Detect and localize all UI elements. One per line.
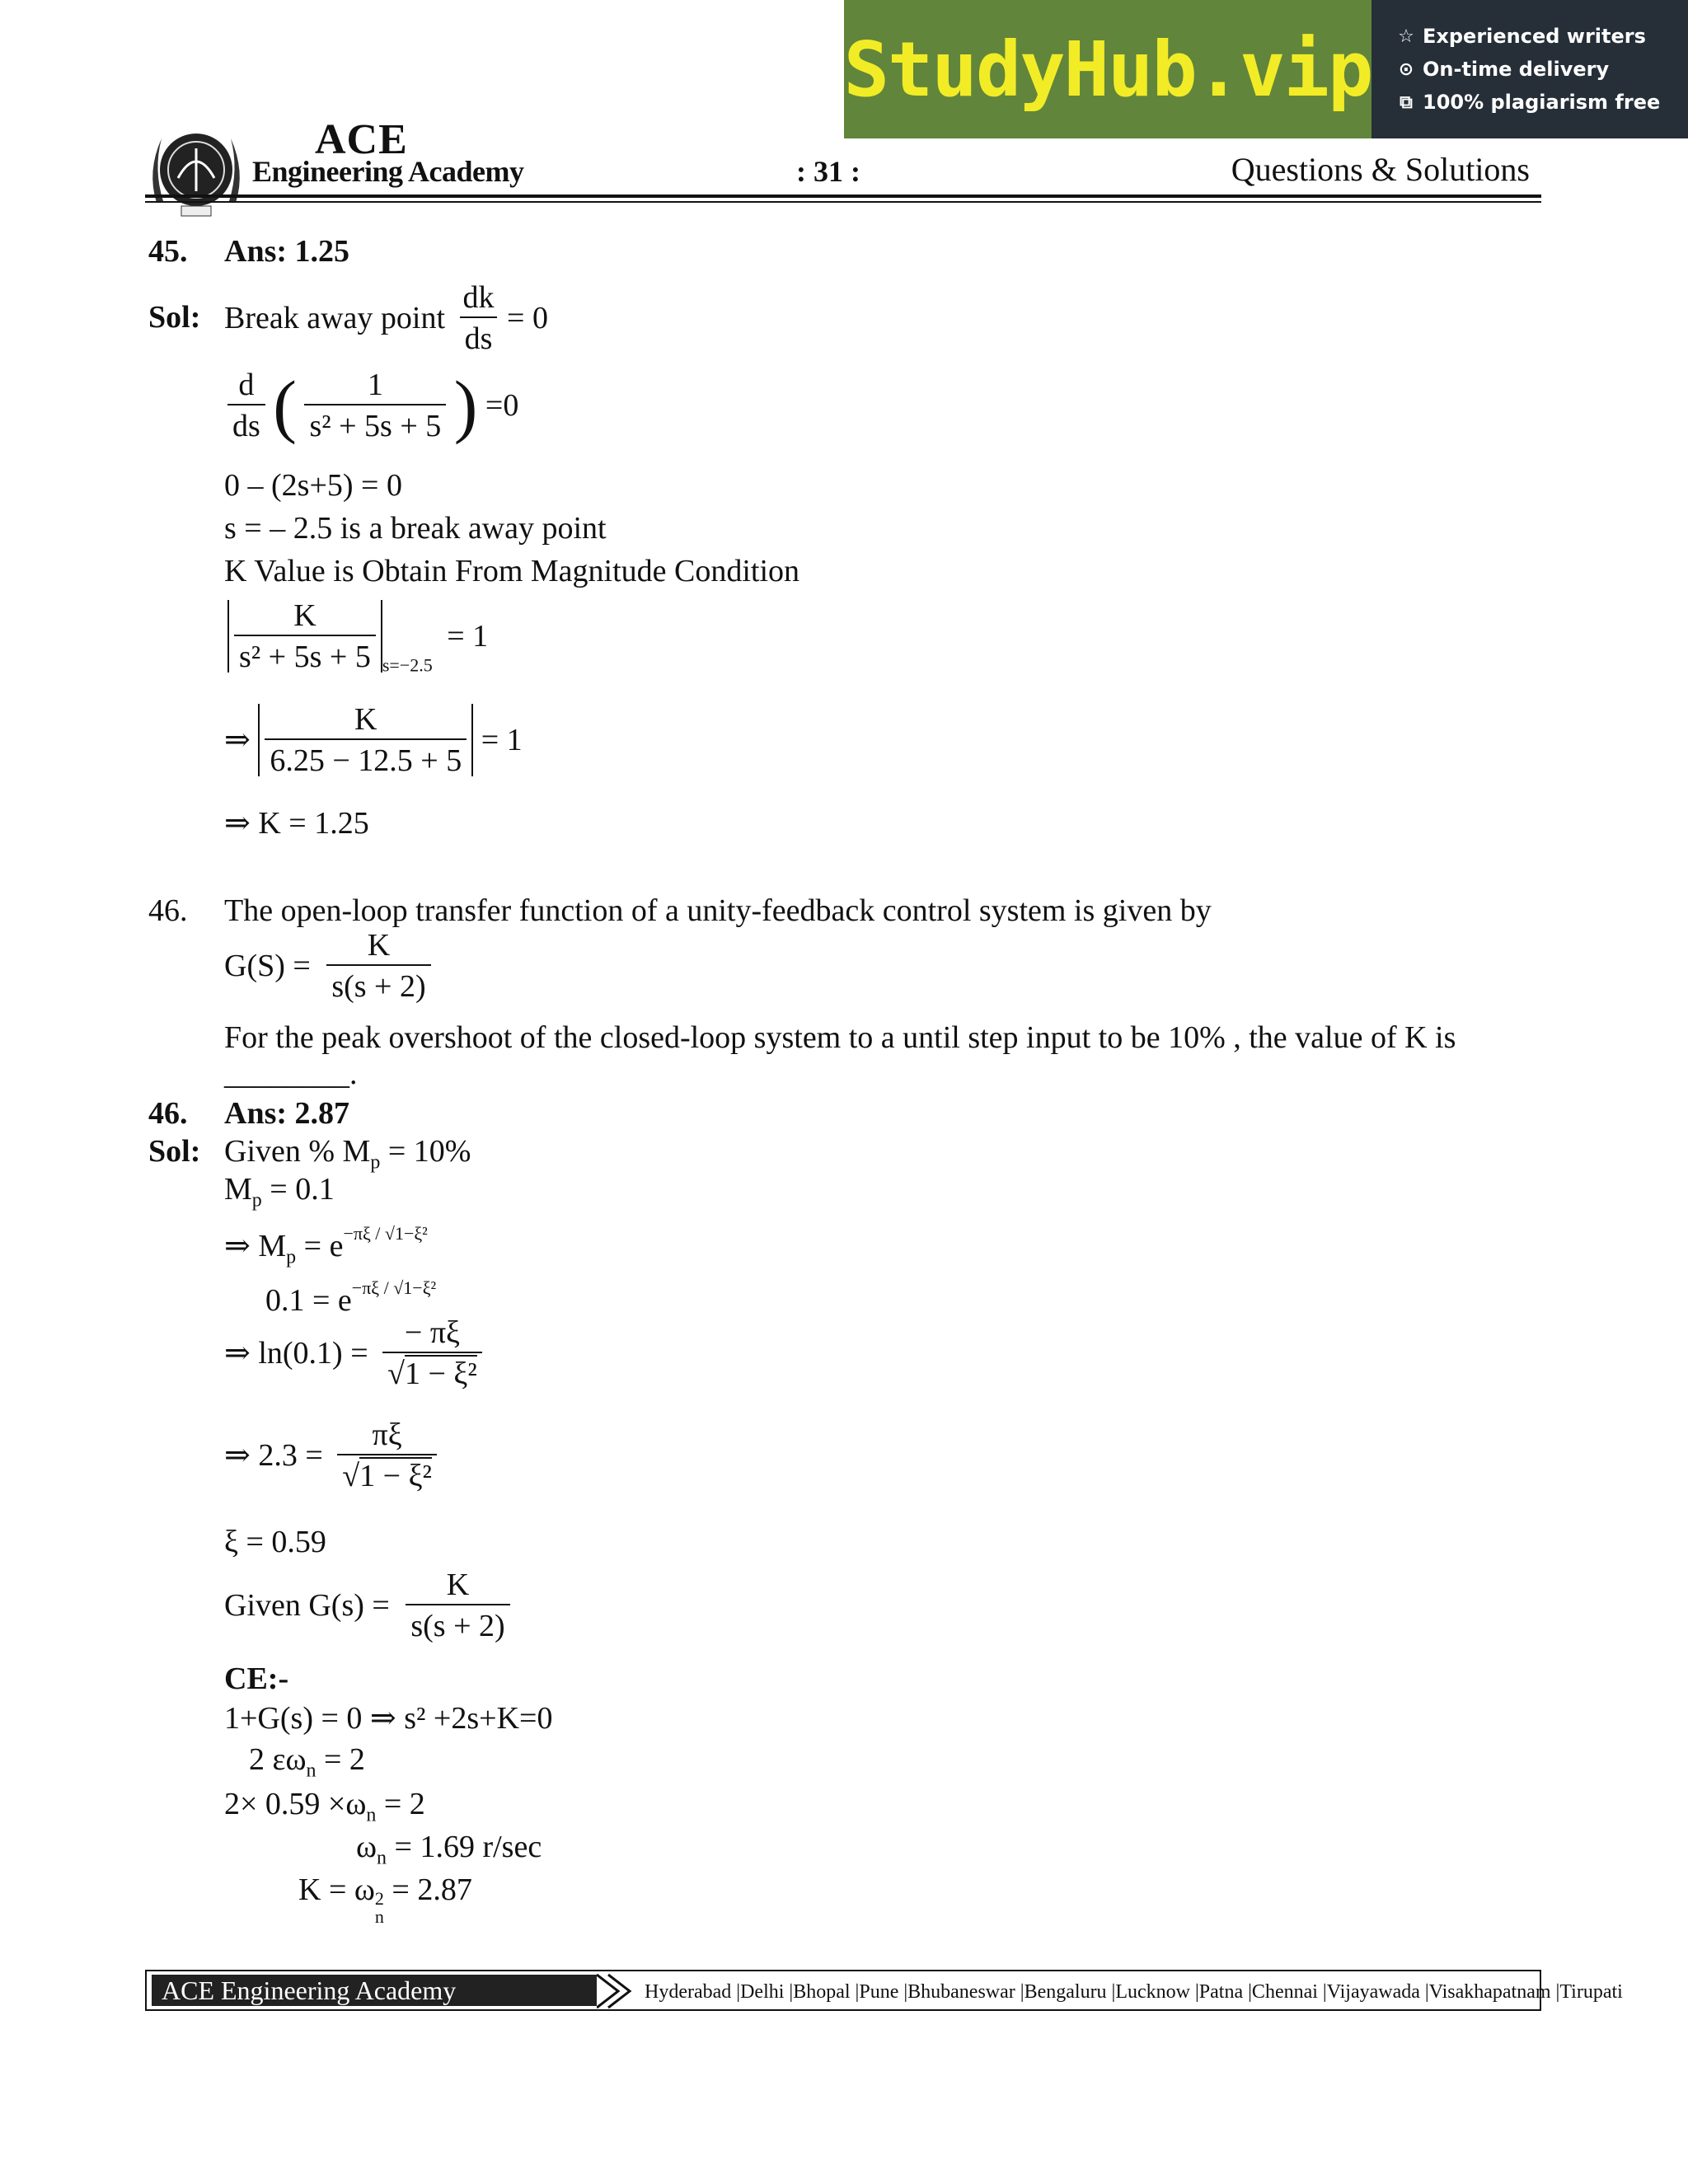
q46-question-2: For the peak overshoot of the closed-loop system to a until step input to be 10% , the value of K is: [224, 1020, 1456, 1055]
text: = 2: [376, 1787, 425, 1821]
ace-logo-icon: [145, 120, 247, 223]
text: K = ω: [298, 1872, 375, 1907]
radicand: 1 − ξ²: [405, 1357, 477, 1391]
text: ⇒ 2.3 =: [224, 1438, 323, 1473]
numerator: − πξ: [404, 1315, 460, 1350]
star-outline-icon: ☆: [1398, 26, 1414, 47]
q46-blank: ________.: [224, 1057, 358, 1091]
q45-breakaway-line: [224, 282, 548, 354]
numerator: dk: [462, 280, 495, 315]
equals-one: = 1: [447, 619, 489, 654]
header-section-title: Questions & Solutions: [1231, 151, 1530, 188]
q45-answer: Ans: 1.25: [224, 234, 350, 269]
equals-one: = 1: [481, 723, 523, 757]
studyhub-brand-text: StudyHub.vip: [843, 25, 1372, 114]
q46-question: The open-loop transfer function of a unity-feedback control system is given by: [224, 893, 1212, 928]
q46-number: 46.: [148, 893, 188, 928]
subscript: n: [366, 1804, 377, 1826]
text: 0.1 = e: [265, 1283, 352, 1318]
feature-label: On-time delivery: [1423, 58, 1610, 81]
numerator: K: [446, 1568, 470, 1602]
feature-label: 100% plagiarism free: [1423, 91, 1661, 114]
page-number: : 31 :: [796, 155, 860, 188]
subscript: n: [374, 1906, 384, 1927]
sqrt-sign: √: [342, 1459, 360, 1493]
q45-step1: 0 – (2s+5) = 0: [224, 468, 402, 503]
q45-step2: s = – 2.5 is a break away point: [224, 511, 607, 546]
q46-ln-equation: [224, 1317, 482, 1390]
exponent: −πξ / √1−ξ²: [343, 1223, 428, 1244]
text: = 2.87: [383, 1872, 472, 1907]
q46-k-result: [298, 1874, 472, 1926]
feature-experienced-writers: [1396, 25, 1688, 48]
text: 2 εω: [249, 1742, 307, 1777]
header-rule: [145, 194, 1541, 198]
equals-zero: =0: [485, 388, 519, 423]
implies-arrow: ⇒: [224, 723, 251, 757]
denominator: s² + 5s + 5: [234, 635, 376, 673]
equals-zero: = 0: [507, 301, 548, 335]
denominator: [382, 1352, 482, 1390]
q46-ce-step3: [224, 1788, 425, 1825]
copy-icon: ⧉: [1400, 91, 1413, 113]
text: ⇒ ln(0.1) =: [224, 1336, 368, 1371]
footer-academy-name: ACE Engineering Academy: [152, 1975, 597, 2006]
q45-number: 45.: [148, 234, 188, 269]
dk-ds-fraction: [458, 282, 499, 354]
text: = e: [296, 1229, 344, 1263]
q46-ce-step2: [249, 1744, 365, 1781]
footer-bar: [145, 1970, 1623, 2011]
right-paren: ): [453, 366, 478, 445]
text: Break away point: [224, 301, 446, 335]
evaluation-point: s=−2.5: [382, 654, 433, 676]
numerator: K: [293, 598, 316, 633]
numerator: πξ: [372, 1418, 402, 1452]
radicand: 1 − ξ²: [359, 1459, 432, 1493]
q45-sol-label: Sol:: [148, 300, 201, 335]
text: = 1.69 r/sec: [387, 1830, 542, 1864]
numerator: K: [354, 702, 377, 737]
q46-answer: Ans: 2.87: [224, 1096, 350, 1131]
subscript: p: [370, 1151, 381, 1174]
text: = 10%: [380, 1134, 471, 1169]
q46-ce-label: CE:-: [224, 1661, 289, 1696]
feature-label: Experienced writers: [1423, 25, 1646, 48]
left-paren: (: [273, 366, 297, 445]
chevron-right-icon: [597, 1973, 643, 2009]
q46-answer-number: 46.: [148, 1096, 188, 1131]
q46-ce-equation: 1+G(s) = 0 ⇒ s² +2s+K=0: [224, 1701, 553, 1736]
denominator: s(s + 2): [406, 1604, 509, 1642]
denominator: ds: [227, 404, 265, 442]
text: Given % M: [224, 1134, 371, 1169]
denominator: [337, 1454, 437, 1492]
q46-given-gs: [224, 1569, 510, 1642]
absolute-value: [258, 704, 473, 776]
q46-gs-definition: [224, 930, 431, 1002]
footer-cities: Hyderabad |Delhi |Bhopal |Pune |Bhubaneswar |Bengaluru |Lucknow |Patna |Chennai |Vijayawada |Visakhapatnam |Tirupati: [645, 1981, 1623, 2003]
text: = 2: [316, 1742, 365, 1777]
q46-mp-formula: [224, 1225, 428, 1268]
exponent: −πξ / √1−ξ²: [351, 1277, 437, 1298]
subscript: p: [251, 1189, 262, 1212]
d-ds-fraction: [227, 369, 265, 442]
gs-fraction: [406, 1569, 509, 1642]
absolute-value: [227, 600, 382, 673]
sqrt-sign: √: [387, 1357, 405, 1391]
q45-result: ⇒ K = 1.25: [224, 806, 369, 841]
k-poly-fraction: [234, 600, 376, 673]
text: ω: [356, 1830, 377, 1864]
xi-fraction: [337, 1419, 437, 1492]
banner-features: [1372, 0, 1688, 138]
header-ace: ACE: [315, 116, 408, 163]
feature-plagiarism-free: [1396, 91, 1688, 114]
inverse-poly-fraction: [304, 369, 446, 442]
q46-omega-n: [356, 1831, 542, 1868]
denominator: s² + 5s + 5: [304, 404, 446, 442]
text: 2× 0.59 ×ω: [224, 1787, 367, 1821]
denominator: s(s + 2): [326, 964, 430, 1002]
numerator: K: [367, 928, 391, 963]
q46-xi-value: ξ = 0.59: [224, 1525, 326, 1559]
q45-step3: K Value is Obtain From Magnitude Condition: [224, 554, 800, 588]
subscript: p: [286, 1246, 297, 1268]
q46-mp-substituted: [265, 1279, 436, 1316]
q46-xi-equation: [224, 1419, 437, 1492]
numerator: d: [238, 368, 255, 402]
studyhub-banner[interactable]: [844, 0, 1688, 138]
numerator: 1: [367, 368, 383, 402]
studyhub-brand[interactable]: [844, 0, 1372, 138]
header-rule-thin: [145, 201, 1541, 203]
superscript: 2: [374, 1888, 384, 1909]
q45-derivative-expression: [227, 366, 519, 445]
denominator: ds: [460, 316, 498, 354]
q46-given-mp: [224, 1136, 471, 1173]
feature-on-time-delivery: [1396, 58, 1688, 81]
text: ⇒ M: [224, 1229, 287, 1263]
q46-mp-value: [224, 1174, 335, 1211]
q45-substitution: [224, 704, 523, 776]
clock-icon: ⊙: [1398, 59, 1414, 80]
text: = 0.1: [261, 1172, 335, 1207]
denominator: 6.25 − 12.5 + 5: [265, 738, 467, 776]
header-engineering-academy: Engineering Academy: [252, 155, 524, 188]
subscript: n: [377, 1847, 387, 1869]
gs-fraction: [326, 930, 430, 1002]
ln-fraction: [382, 1317, 482, 1390]
sup-sub: [375, 1890, 384, 1926]
gs-label: G(S) =: [224, 949, 311, 983]
text: M: [224, 1172, 252, 1207]
q46-sol-label: Sol:: [148, 1134, 201, 1169]
text: Given G(s) =: [224, 1588, 390, 1623]
q45-magnitude-condition: [227, 600, 488, 675]
subscript: n: [306, 1760, 316, 1782]
k-numeric-fraction: [265, 704, 467, 776]
